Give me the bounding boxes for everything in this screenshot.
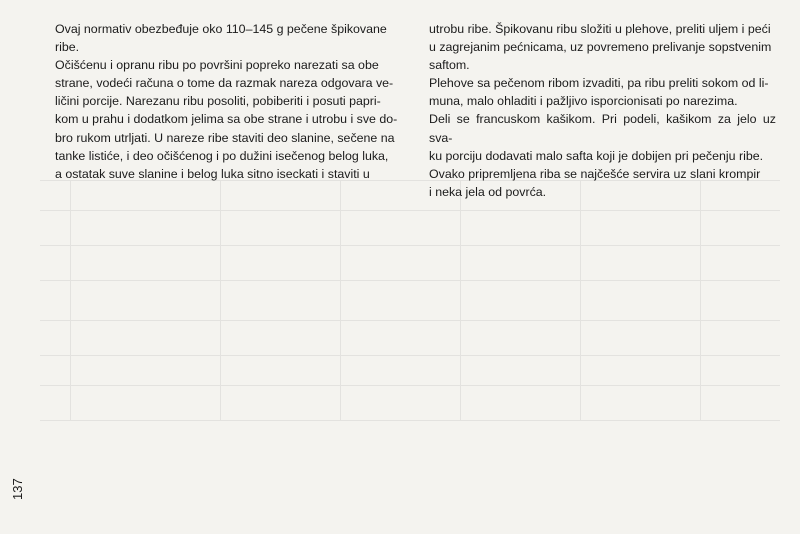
text-line: tanke listiće, i deo očišćenog i po dužini isečenog belog luka, [55, 148, 389, 163]
text-line: muna, malo ohladiti i pažljivo isporcionisati po narezima. [429, 94, 738, 109]
text-line: ličini porcije. Narezanu ribu posoliti, pobiberiti i posuti papri- [55, 94, 381, 109]
text-line: utrobu ribe. Špikovanu ribu složiti u plehove, preliti uljem i peći [429, 22, 771, 36]
text-line: kom u prahu i dodatkom jelima sa obe strane i utrobu i sve do- [55, 112, 398, 127]
text-line: saftom. [429, 58, 470, 73]
text-line: bro rukom utrljati. U nareze ribe staviti deo slanine, sečene na [55, 130, 395, 145]
text-line: Ovaj normativ obezbeđuje oko 110–145 g pečene špikovane [55, 22, 387, 36]
text-line: i neka jela od povrća. [429, 184, 547, 199]
text-line: ribe. [55, 40, 80, 55]
reverse-side-show-through [40, 170, 780, 470]
right-text-column [429, 20, 776, 201]
text-line: Očišćenu i opranu ribu po površini popreko narezati sa obe [55, 58, 379, 73]
text-line: u zagrejanim pećnicama, uz povremeno prelivanje sopstvenim [429, 40, 772, 55]
left-text-column [55, 20, 400, 183]
text-line: strane, vodeći računa o tome da razmak nareza odgovara ve- [55, 76, 394, 91]
page-number: 137 [10, 478, 25, 500]
text-line: ku porciju dodavati malo safta koji je dobijen pri pečenju ribe. [429, 148, 764, 163]
text-line: Ovako pripremljena riba se najčešće servira uz slani krompir [429, 166, 761, 181]
text-line: Plehove sa pečenom ribom izvaditi, pa ribu preliti sokom od li- [429, 76, 769, 91]
text-line: Deli se francuskom kašikom. Pri podeli, kašikom za jelo uz sva- [429, 112, 776, 145]
text-line: a ostatak suve slanine i belog luka sitno iseckati i staviti u [55, 166, 370, 181]
